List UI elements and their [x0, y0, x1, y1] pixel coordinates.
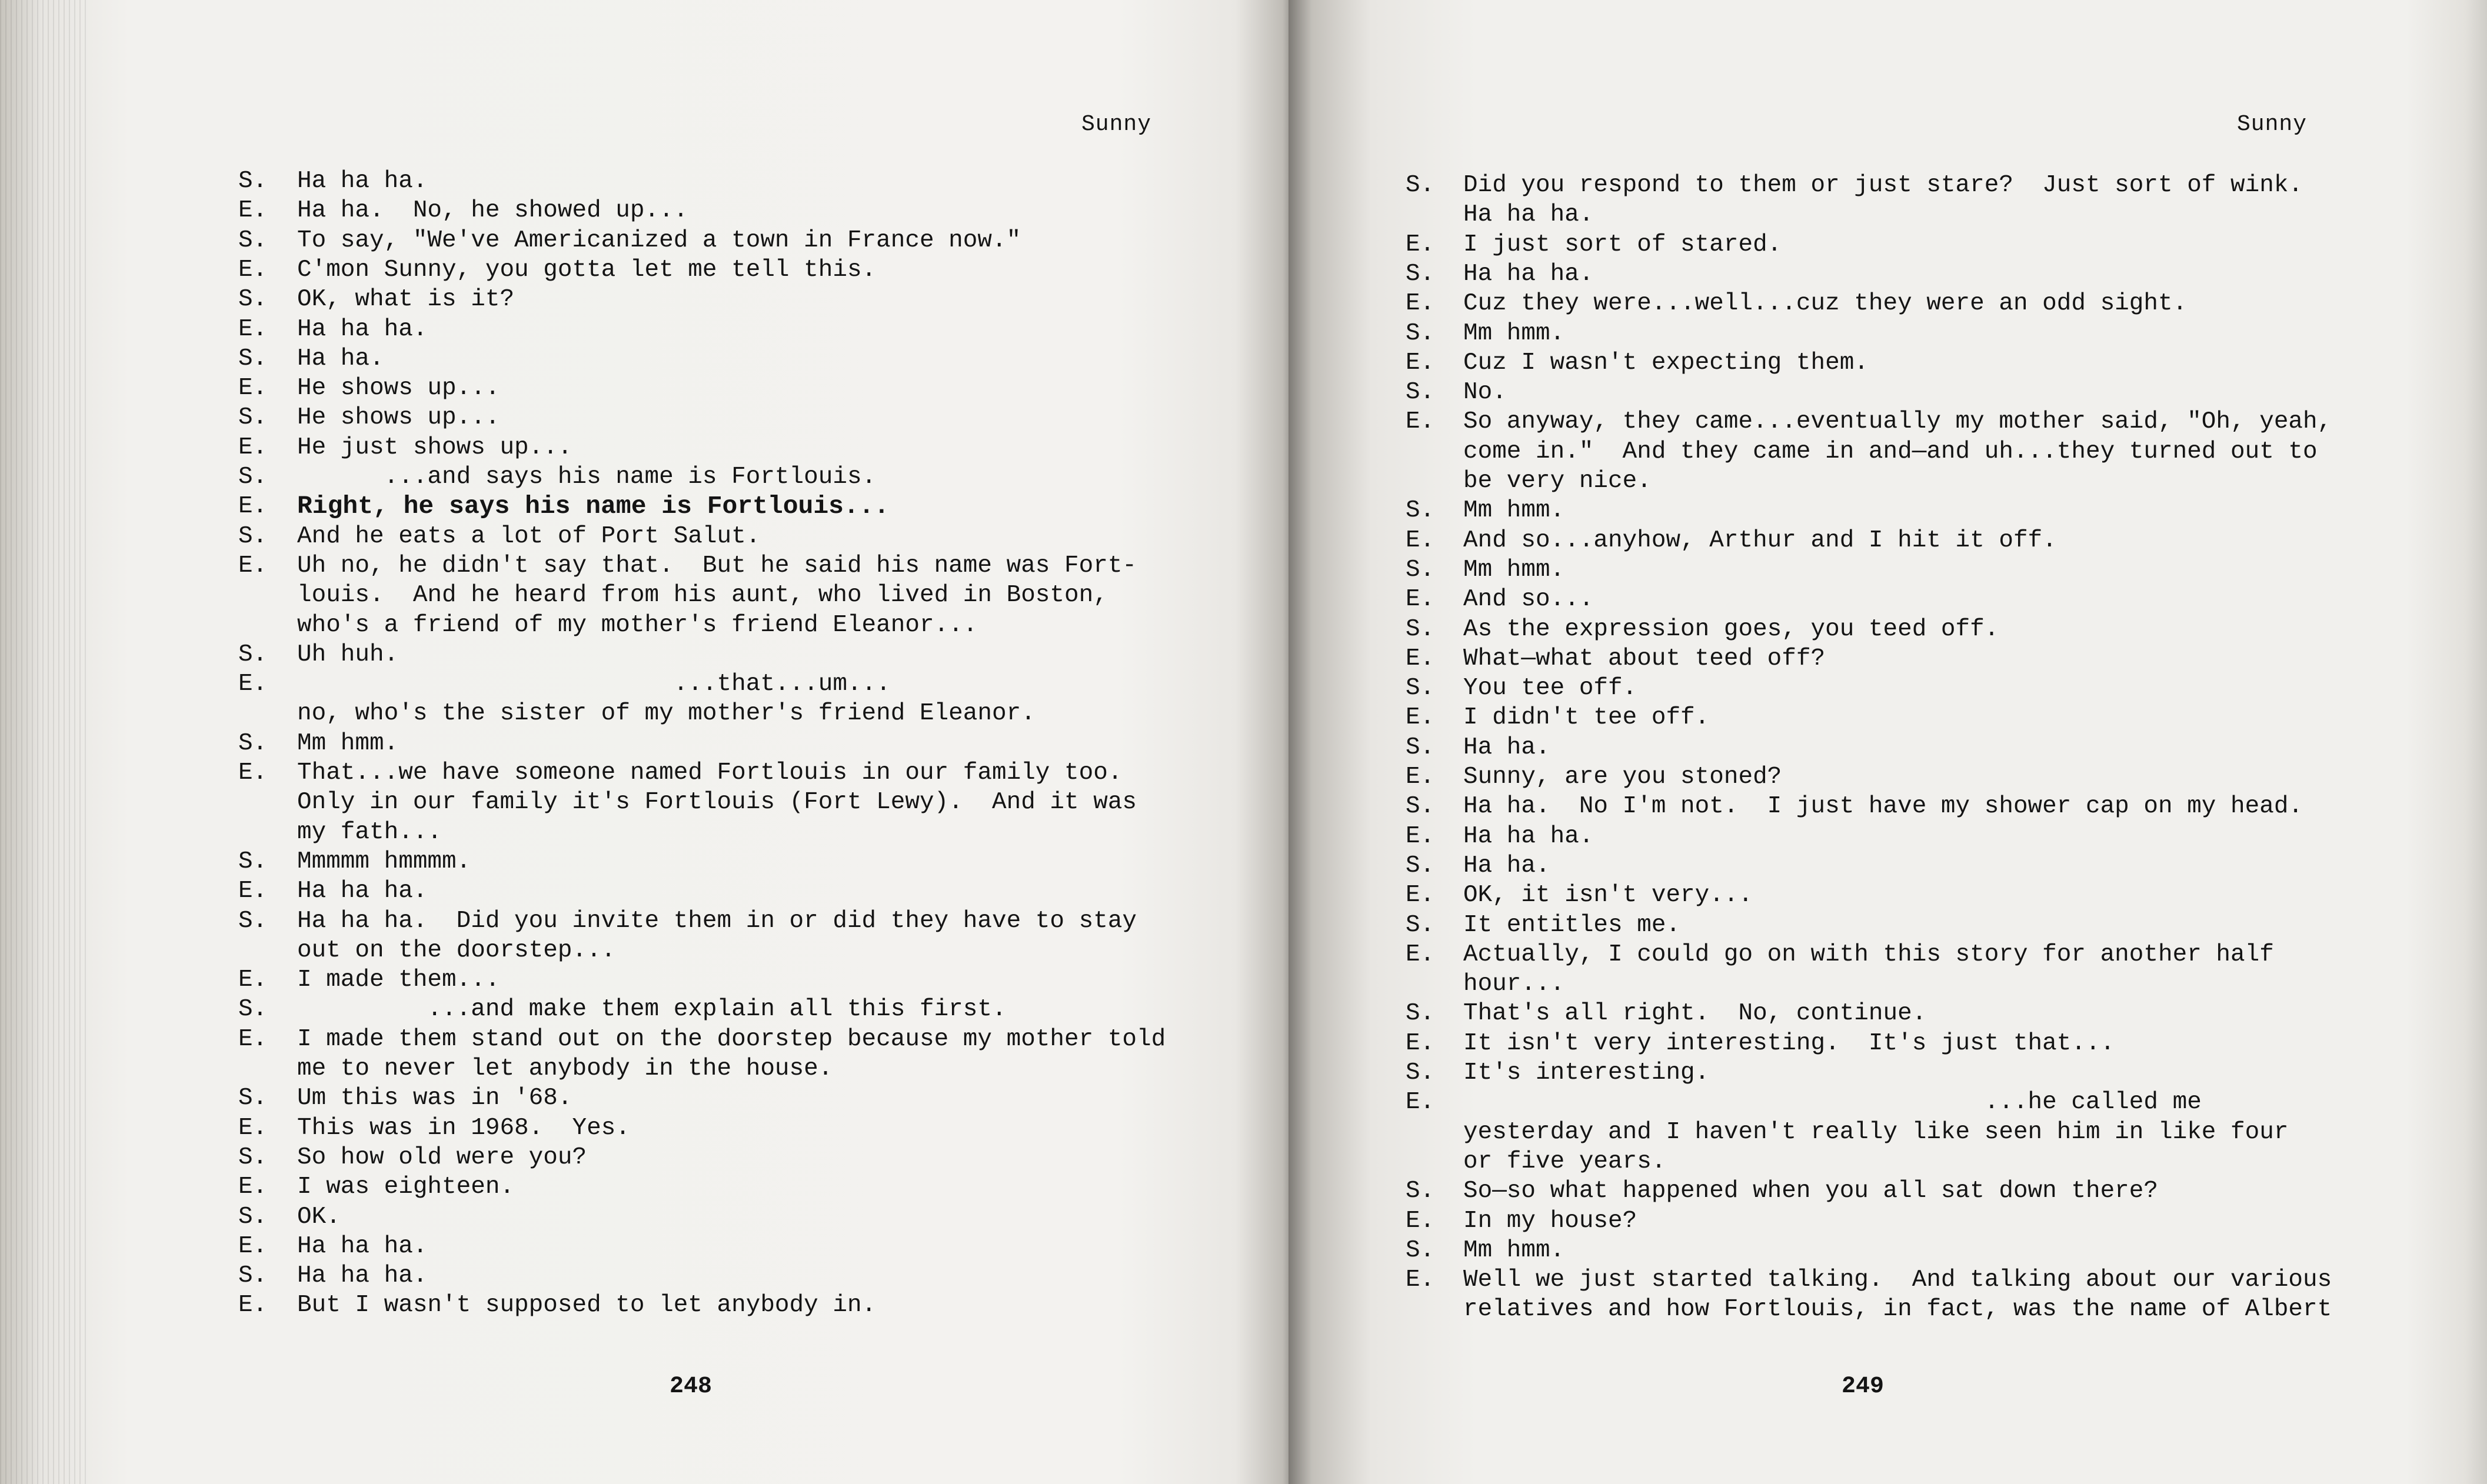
speaker-label: E. — [238, 1114, 268, 1142]
utterance-text: me to never let anybody in the house. — [297, 1055, 833, 1082]
utterance-text: Uh huh. — [297, 641, 399, 668]
transcript-line — [238, 1290, 1238, 1320]
utterance-text: C'mon Sunny, you gotta let me tell this. — [297, 256, 877, 284]
speaker-label: S. — [1406, 675, 1435, 702]
utterance-text: relatives and how Fortlouis, in fact, was the name of Albert — [1463, 1296, 2332, 1323]
transcript-line — [1406, 762, 2465, 792]
utterance-text: hour... — [1463, 971, 1565, 998]
page-number: 248 — [670, 1373, 713, 1400]
speaker-label: E. — [1406, 882, 1435, 909]
transcript-line — [238, 403, 1238, 432]
transcript-line — [238, 847, 1238, 876]
transcript-line — [1406, 1147, 2465, 1176]
speaker-label: E. — [238, 1025, 268, 1053]
utterance-text: Actually, I could go on with this story for another half — [1463, 941, 2274, 968]
utterance-text: Ha ha. — [1463, 733, 1550, 761]
utterance-text: This was in 1968. Yes. — [297, 1114, 630, 1142]
transcript-line — [1406, 289, 2465, 318]
transcript-line — [1406, 1058, 2465, 1088]
utterance-text: yesterday and I haven't really like seen him in like four — [1463, 1118, 2289, 1146]
speaker-label: E. — [238, 1292, 268, 1319]
speaker-label: S. — [1406, 319, 1435, 347]
utterance-text: Sunny, are you stoned? — [1463, 763, 1782, 791]
transcript-line — [1406, 792, 2465, 821]
transcript-line — [1406, 1206, 2465, 1236]
transcript-line — [1406, 1088, 2465, 1117]
speaker-label: S. — [238, 907, 268, 935]
speaker-label: E. — [1406, 941, 1435, 968]
transcript-line — [1406, 319, 2465, 348]
utterance-text: no, who's the sister of my mother's friend Eleanor. — [297, 700, 1036, 728]
transcript-line — [238, 965, 1238, 995]
utterance-text: It isn't very interesting. It's just that... — [1463, 1029, 2115, 1057]
transcript-line — [238, 906, 1238, 936]
transcript-line — [238, 1113, 1238, 1143]
speaker-label: S. — [238, 1262, 268, 1290]
transcript-line — [1406, 230, 2465, 259]
speaker-label: S. — [1406, 615, 1435, 643]
transcript-line — [1406, 911, 2465, 940]
transcript-line — [238, 788, 1238, 817]
transcript-line — [1406, 378, 2465, 407]
utterance-text: So—so what happened when you all sat down there? — [1463, 1178, 2158, 1205]
speaker-label: E. — [1406, 822, 1435, 850]
speaker-label: S. — [1406, 852, 1435, 879]
utterance-text: He shows up... — [297, 375, 500, 402]
transcript-line — [1406, 673, 2465, 703]
page-number: 249 — [1842, 1373, 1885, 1400]
transcript-line — [1406, 200, 2465, 229]
transcript-line — [238, 226, 1238, 255]
right-page — [1289, 0, 2487, 1484]
utterance-text: Uh no, he didn't say that. But he said his name was Fort- — [297, 552, 1137, 579]
transcript-line — [238, 876, 1238, 906]
transcript-line — [238, 758, 1238, 788]
transcript-line — [238, 729, 1238, 758]
transcript-line — [1406, 259, 2465, 289]
transcript-line — [238, 640, 1238, 669]
transcript-line — [1406, 1295, 2465, 1324]
utterance-text: Mm hmm. — [1463, 319, 1565, 347]
utterance-text: or five years. — [1463, 1148, 1666, 1175]
utterance-text: I made them... — [297, 966, 500, 994]
speaker-label: E. — [238, 375, 268, 402]
utterance-text: In my house? — [1463, 1207, 1637, 1235]
utterance-text: So how old were you? — [297, 1143, 587, 1171]
utterance-text: And he eats a lot of Port Salut. — [297, 522, 761, 550]
speaker-label: S. — [238, 1203, 268, 1230]
speaker-label: E. — [1406, 290, 1435, 318]
transcript-line — [238, 1202, 1238, 1232]
utterance-text: So anyway, they came...eventually my mother said, "Oh, yeah, — [1463, 408, 2332, 436]
speaker-label: S. — [1406, 1236, 1435, 1264]
transcript-line — [238, 373, 1238, 403]
transcript-line — [238, 699, 1238, 728]
transcript-line — [238, 1143, 1238, 1172]
transcript-line — [238, 669, 1238, 699]
speaker-label: E. — [1406, 704, 1435, 732]
speaker-label: S. — [238, 286, 268, 314]
utterance-text: ...and make them explain all this first. — [297, 996, 1007, 1023]
speaker-label: S. — [1406, 556, 1435, 583]
utterance-text: Ha ha ha. Did you invite them in or did they have to stay — [297, 907, 1137, 935]
speaker-label: S. — [1406, 379, 1435, 406]
utterance-text: That's all right. No, continue. — [1463, 1000, 1927, 1028]
speaker-label: S. — [238, 226, 268, 254]
speaker-label: E. — [1406, 645, 1435, 672]
speaker-label: S. — [238, 1085, 268, 1112]
utterance-text: To say, "We've Americanized a town in France now." — [297, 226, 1021, 254]
transcript-line — [1406, 822, 2465, 851]
speaker-label: E. — [238, 671, 268, 698]
transcript-line — [1406, 437, 2465, 466]
utterance-text: OK, it isn't very... — [1463, 882, 1753, 909]
transcript-line — [238, 611, 1238, 640]
utterance-text: It entitles me. — [1463, 911, 1681, 939]
transcript-line — [238, 285, 1238, 314]
utterance-text: ...he called me — [1463, 1089, 2202, 1116]
speaker-label: S. — [238, 641, 268, 668]
speaker-label: E. — [238, 256, 268, 284]
utterance-text: Mm hmm. — [1463, 497, 1565, 525]
utterance-text: Ha ha ha. — [297, 1232, 428, 1260]
speaker-label: E. — [238, 493, 268, 521]
speaker-label: S. — [238, 345, 268, 372]
transcript-line — [1406, 496, 2465, 525]
speaker-label: E. — [238, 878, 268, 905]
transcript-line — [238, 936, 1238, 965]
speaker-label: E. — [1406, 526, 1435, 554]
utterance-text: Ha ha ha. — [297, 315, 428, 343]
utterance-text: Mm hmm. — [1463, 1236, 1565, 1264]
utterance-text: who's a friend of my mother's friend Eleanor... — [297, 611, 978, 639]
speaker-label: E. — [1406, 1207, 1435, 1235]
speaker-label: E. — [238, 552, 268, 579]
speaker-label: E. — [1406, 1266, 1435, 1294]
utterance-text: He shows up... — [297, 404, 500, 432]
transcript-line — [238, 492, 1238, 521]
utterance-text: I just sort of stared. — [1463, 231, 1782, 258]
transcript-line — [238, 344, 1238, 373]
utterance-text: Ha ha ha. — [297, 878, 428, 905]
speaker-label: S. — [238, 522, 268, 550]
transcript-line — [1406, 407, 2465, 436]
utterance-text: It's interesting. — [1463, 1059, 1710, 1086]
transcript-line — [1406, 940, 2465, 969]
transcript-line — [1406, 585, 2465, 614]
speaker-label: S. — [1406, 1059, 1435, 1086]
utterance-text: But I wasn't supposed to let anybody in. — [297, 1292, 877, 1319]
transcript-line — [1406, 466, 2465, 496]
transcript-line — [238, 166, 1238, 196]
utterance-text: ...and says his name is Fortlouis. — [297, 463, 877, 491]
transcript-line — [1406, 703, 2465, 732]
speaker-label: S. — [1406, 733, 1435, 761]
utterance-text: Cuz I wasn't expecting them. — [1463, 349, 1869, 376]
transcript-line — [238, 1172, 1238, 1202]
utterance-text: Only in our family it's Fortlouis (Fort Lewy). And it was — [297, 789, 1137, 816]
speaker-label: S. — [238, 729, 268, 757]
utterance-text: As the expression goes, you teed off. — [1463, 615, 1999, 643]
utterance-text: Ha ha ha. — [1463, 260, 1594, 288]
transcript-line — [1406, 1176, 2465, 1206]
transcript-line — [238, 255, 1238, 285]
utterance-text: OK, what is it? — [297, 286, 515, 314]
speaker-label: S. — [238, 463, 268, 491]
transcript-line — [238, 1054, 1238, 1083]
utterance-text: Mm hmm. — [297, 729, 399, 757]
utterance-text: Ha ha ha. — [1463, 201, 1594, 229]
speaker-label: S. — [1406, 793, 1435, 821]
transcript-line — [1406, 526, 2465, 555]
utterance-text: Did you respond to them or just stare? Just sort of wink. — [1463, 172, 2303, 199]
speaker-label: E. — [1406, 763, 1435, 791]
speaker-label: E. — [238, 433, 268, 461]
utterance-text: my fath... — [297, 818, 442, 846]
transcript-line — [238, 1261, 1238, 1290]
speaker-label: E. — [238, 1173, 268, 1201]
transcript-line — [238, 433, 1238, 462]
speaker-label: E. — [238, 966, 268, 994]
transcript-line — [1406, 1118, 2465, 1147]
speaker-label: S. — [238, 996, 268, 1023]
utterance-text: Um this was in '68. — [297, 1085, 572, 1112]
transcript-line — [238, 315, 1238, 344]
utterance-text: Well we just started talking. And talking about our various — [1463, 1266, 2332, 1294]
speaker-label: S. — [238, 168, 268, 195]
transcript-line — [238, 522, 1238, 551]
speaker-label: E. — [1406, 349, 1435, 376]
transcript-line — [1406, 171, 2465, 200]
utterance-text: No. — [1463, 379, 1507, 406]
speaker-label: E. — [238, 315, 268, 343]
transcript-line — [1406, 733, 2465, 762]
transcript-line — [1406, 881, 2465, 910]
transcript-line — [238, 581, 1238, 610]
transcript-line — [1406, 555, 2465, 585]
utterance-text: Ha ha. — [297, 345, 384, 372]
speaker-label: S. — [1406, 260, 1435, 288]
speaker-label: E. — [1406, 408, 1435, 436]
utterance-text: Ha ha ha. — [297, 1262, 428, 1290]
speaker-label: S. — [1406, 497, 1435, 525]
transcript-line — [1406, 644, 2465, 673]
utterance-text: Mmmmm hmmmm. — [297, 848, 471, 875]
utterance-text: You tee off. — [1463, 675, 1637, 702]
transcript-line — [238, 1232, 1238, 1261]
speaker-label: E. — [1406, 586, 1435, 613]
transcript-line — [238, 196, 1238, 225]
transcript-line — [1406, 969, 2465, 999]
transcript-line — [1406, 999, 2465, 1028]
transcript-line — [238, 1025, 1238, 1054]
speaker-label: S. — [238, 404, 268, 432]
utterance-text: What—what about teed off? — [1463, 645, 1826, 672]
utterance-text: Cuz they were...well...cuz they were an odd sight. — [1463, 290, 2188, 318]
transcript-line — [238, 818, 1238, 847]
utterance-text: I made them stand out on the doorstep because my mother told — [297, 1025, 1166, 1053]
speaker-label: S. — [1406, 1000, 1435, 1028]
running-head: Sunny — [2237, 112, 2308, 137]
running-head: Sunny — [1081, 112, 1152, 137]
utterance-text: come in." And they came in and—and uh...they turned out to — [1463, 438, 2318, 465]
transcript-line — [238, 462, 1238, 492]
utterance-text: Right, he says his name is Fortlouis... — [297, 492, 890, 521]
speaker-label: E. — [238, 759, 268, 786]
utterance-text: I was eighteen. — [297, 1173, 515, 1201]
transcript-line — [1406, 348, 2465, 378]
speaker-label: E. — [238, 197, 268, 225]
speaker-label: S. — [238, 848, 268, 875]
transcript-line — [238, 551, 1238, 581]
transcript-line — [1406, 1029, 2465, 1058]
speaker-label: S. — [1406, 1178, 1435, 1205]
speaker-label: E. — [1406, 1089, 1435, 1116]
transcript-line — [1406, 615, 2465, 644]
transcript-line — [1406, 851, 2465, 881]
utterance-text: Mm hmm. — [1463, 556, 1565, 583]
utterance-text: Ha ha. No I'm not. I just have my shower cap on my head. — [1463, 793, 2303, 821]
utterance-text: Ha ha. — [1463, 852, 1550, 879]
utterance-text: be very nice. — [1463, 468, 1652, 495]
speaker-label: E. — [238, 1232, 268, 1260]
speaker-label: E. — [1406, 1029, 1435, 1057]
utterance-text: Ha ha ha. — [1463, 822, 1594, 850]
utterance-text: I didn't tee off. — [1463, 704, 1710, 732]
utterance-text: Ha ha ha. — [297, 168, 428, 195]
utterance-text: That...we have someone named Fortlouis in our family too. — [297, 759, 1123, 786]
utterance-text: louis. And he heard from his aunt, who lived in Boston, — [297, 582, 1108, 609]
speaker-label: S. — [1406, 911, 1435, 939]
utterance-text: ...that...um... — [297, 671, 891, 698]
transcript-line — [238, 995, 1238, 1024]
utterance-text: OK. — [297, 1203, 341, 1230]
speaker-label: S. — [238, 1143, 268, 1171]
speaker-label: S. — [1406, 172, 1435, 199]
transcript-line — [1406, 1236, 2465, 1265]
transcript-line — [238, 1083, 1238, 1113]
speaker-label: E. — [1406, 231, 1435, 258]
utterance-text: And so... — [1463, 586, 1594, 613]
utterance-text: Ha ha. No, he showed up... — [297, 197, 688, 225]
page-edges — [0, 0, 88, 1484]
utterance-text: out on the doorstep... — [297, 936, 616, 964]
utterance-text: And so...anyhow, Arthur and I hit it off. — [1463, 526, 2057, 554]
utterance-text: He just shows up... — [297, 433, 572, 461]
transcript-line — [1406, 1265, 2465, 1295]
